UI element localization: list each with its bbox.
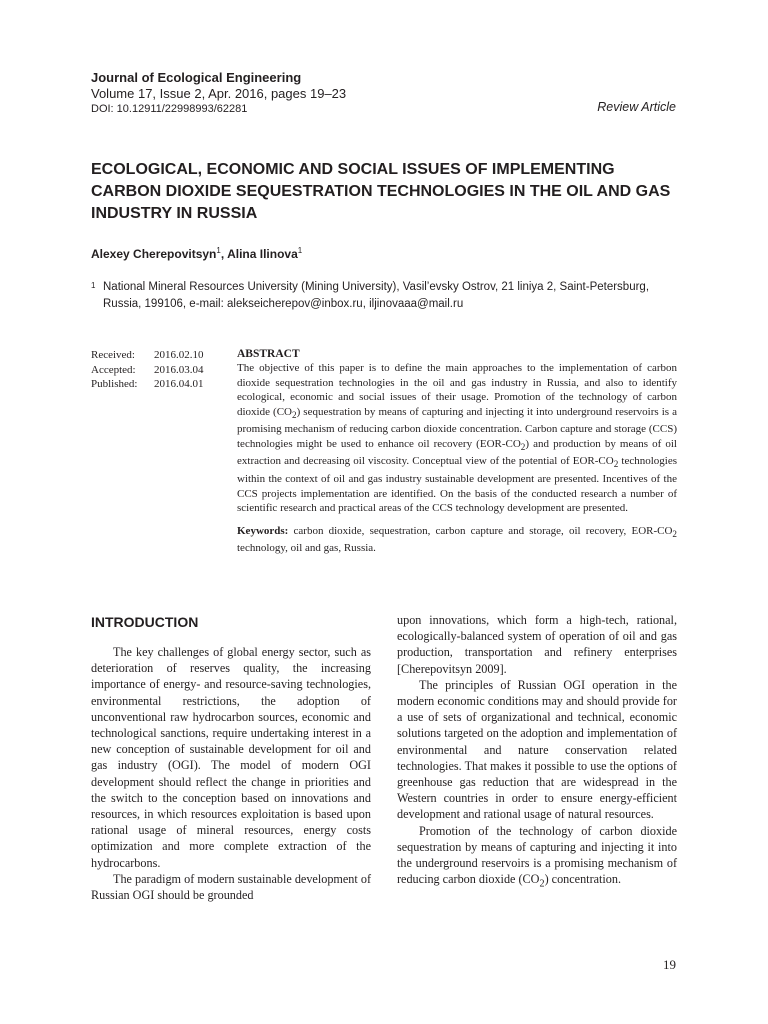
article-dates — [91, 348, 204, 392]
subscript: 2 — [613, 459, 619, 470]
paragraph: upon innovations, which form a high-tech, rational, ecologically-balanced system of operation of oil and gas production, transportation and refinery enterprises [Cherepovitsyn 2009]. — [397, 613, 677, 676]
paragraph: The principles of Russian OGI operation in the modern economic conditions may and should provide for a use of sets of organizational and technical, economic solutions targeted on the adoption and implementation of environmental and nature conservation related technologies. That makes it possible to use the options of greenhouse gas reduction that are widespread in the Western countries in order to ensure energy-efficient development and rational usage of natural resources. — [397, 677, 677, 822]
paragraph — [397, 823, 677, 893]
affiliation-number: 1 — [91, 281, 96, 290]
abstract-heading: ABSTRACT — [237, 348, 300, 360]
affiliation — [91, 279, 677, 313]
keywords-text: technology, oil and gas, Russia. — [237, 542, 376, 555]
journal-volume: Volume 17, Issue 2, Apr. 2016, pages 19–23 — [91, 86, 347, 101]
journal-header — [91, 70, 681, 116]
abstract — [237, 347, 677, 556]
date-value: 2016.03.04 — [154, 363, 204, 376]
affiliation-text: National Mineral Resources University (Mining University), Vasil’evsky Ostrov, 21 liniya 2, Saint-Petersburg, Russia, 199106, e-mail: alekseicherepov@inbox.ru, iljinovaaa@mail.ru — [103, 281, 650, 310]
date-row — [91, 363, 204, 378]
abstract-text: The objective of this paper is to define the main approaches to the implementation of carbon dioxide sequestration technologies in the oil and gas industry in Russia, and also to identify ecological, economic and social issues of their usage. Promotion of the technology of carbon dioxide (CO — [237, 362, 677, 418]
author-separator: , — [220, 247, 228, 261]
subscript: 2 — [539, 878, 545, 890]
author-name: Alexey Cherepovitsyn — [91, 247, 217, 261]
abstract-text: ) sequestration by means of capturing and injecting it into underground reservoirs is a promising mechanism of reducing carbon dioxide concentration. Carbon capture and storage (CCS) technologies might be used to enhance oil recovery (EOR-CO — [237, 405, 677, 450]
paragraph-text: Promotion of the technology of carbon dioxide sequestration by means of capturing and injecting it into the underground reservoirs is a promising mechanism of reducing carbon dioxide (CO — [397, 823, 677, 887]
abstract-text: ) and production by means of oil extraction and decreasing oil viscosity. Conceptual view of the potential of EOR-CO — [237, 437, 677, 468]
article-type: Review Article — [597, 100, 676, 114]
paragraph: The paradigm of modern sustainable development of Russian OGI should be grounded — [91, 871, 371, 903]
date-value: 2016.04.01 — [154, 378, 204, 390]
text-column-left — [91, 644, 371, 903]
date-row — [91, 348, 204, 363]
section-heading-introduction: INTRODUCTION — [91, 614, 199, 630]
author-affiliation-mark: 1 — [216, 246, 221, 255]
date-value: 2016.02.10 — [154, 349, 204, 361]
keywords-text: carbon dioxide, sequestration, carbon capture and storage, oil recovery, EOR-CO — [288, 524, 673, 537]
doi: DOI: 10.12911/22998993/62281 — [91, 103, 248, 115]
subscript: 2 — [672, 528, 677, 539]
paper-title: ECOLOGICAL, ECONOMIC AND SOCIAL ISSUES OF IMPLEMENTING CARBON DIOXIDE SEQUESTRATION TECHNOLOGIES IN THE OIL AND GAS INDUSTRY IN RUSSIA — [91, 161, 671, 222]
journal-name: Journal of Ecological Engineering — [91, 70, 302, 85]
abstract-text: technologies within the context of oil and gas industry sustainable development are presented. Incentives of the CCS projects implementation are identified. On the basis of the conducted research a number of scientific research and practical areas of the CCS technology development are presented. — [237, 455, 677, 515]
author-name: Alina Ilinova — [227, 247, 298, 261]
abstract-body — [237, 361, 677, 516]
date-label: Published: — [91, 378, 138, 390]
page-number: 19 — [663, 957, 676, 972]
paragraph: The key challenges of global energy sector, such as deterioration of reserves quality, the increasing importance of energy- and resource-saving technologies, environmental restrictions, the adoption of unconventional raw hydrocarbon sources, economic and technological sanctions, require undertaking interest in a new conception of sustainable development for oil and gas industry (OGI). The model of modern OGI development should reflect the change in priorities and the switch to the conception based on innovations and resources, in which resources exploitation is based upon rational usage of mineral resources, energy costs optimization and more complete extraction of the hydrocarbons. — [91, 645, 371, 870]
keywords-label: Keywords: — [237, 524, 289, 537]
date-label: Received: — [91, 349, 135, 361]
paragraph-text: ) concentration. — [544, 872, 622, 887]
text-column-right — [397, 612, 677, 893]
author-affiliation-mark: 1 — [297, 246, 303, 255]
keywords — [237, 524, 677, 556]
date-row — [91, 377, 204, 392]
date-label: Accepted: — [91, 363, 136, 376]
subscript: 2 — [520, 441, 526, 452]
author-list — [91, 246, 302, 261]
subscript: 2 — [292, 409, 297, 420]
